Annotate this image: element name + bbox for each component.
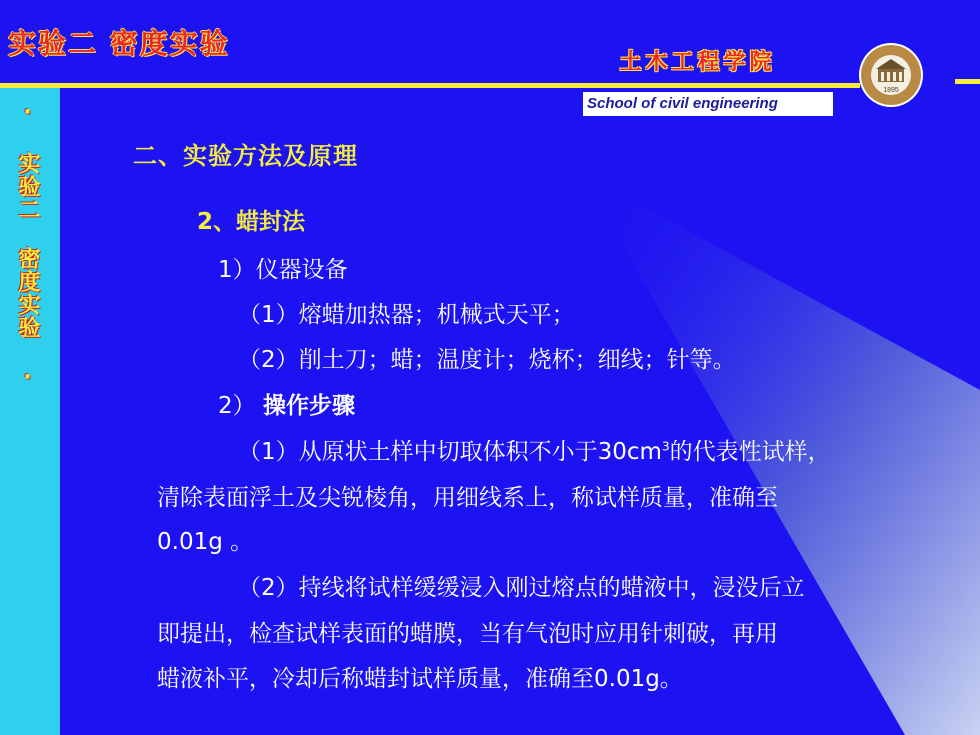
step-2-line-1: （2）持线将试样缓缓浸入刚过熔点的蜡液中，浸没后立 — [238, 575, 805, 601]
equipment-item-2: （2）削土刀；蜡；温度计；烧杯；细线；针等。 — [238, 347, 736, 373]
header-divider — [0, 83, 860, 88]
steps-heading: 操作步骤 — [262, 393, 355, 419]
step-1-text: （1）从原状土样中切取体积不小于30cm — [238, 439, 662, 465]
equipment-heading: 1）仪器设备 — [218, 257, 348, 283]
sidebar-label: · 实验二 密度实验 · — [15, 100, 40, 391]
step-1-line-1 — [238, 433, 831, 466]
steps-number: 2） — [218, 393, 256, 419]
header-divider-right — [955, 79, 980, 84]
university-seal-logo — [858, 42, 924, 108]
school-name-en: School of civil engineering — [587, 95, 778, 112]
step-1-text-cont: 的代表性试样， — [669, 439, 831, 465]
section-heading: 二、实验方法及原理 — [133, 142, 358, 170]
step-1-line-2: 清除表面浮土及尖锐棱角，用细线系上，称试样质量，准确至 — [157, 485, 778, 511]
slide-title: 实验二 密度实验 — [8, 27, 230, 60]
steps-heading-line — [218, 387, 355, 420]
step-2-line-3: 蜡液补平，冷却后称蜡封试样质量，准确至0.01g。 — [157, 666, 683, 692]
cubic-superscript: 3 — [661, 439, 670, 454]
method-heading: 2、蜡封法 — [197, 209, 306, 235]
school-name-cn: 土木工程学院 — [619, 50, 776, 75]
logo-year: 1895 — [883, 87, 899, 94]
equipment-item-1: （1）熔蜡加热器；机械式天平； — [238, 302, 575, 328]
step-1-line-3: 0.01g 。 — [157, 529, 254, 555]
step-2-line-2: 即提出，检查试样表面的蜡膜，当有气泡时应用针刺破，再用 — [157, 621, 778, 647]
